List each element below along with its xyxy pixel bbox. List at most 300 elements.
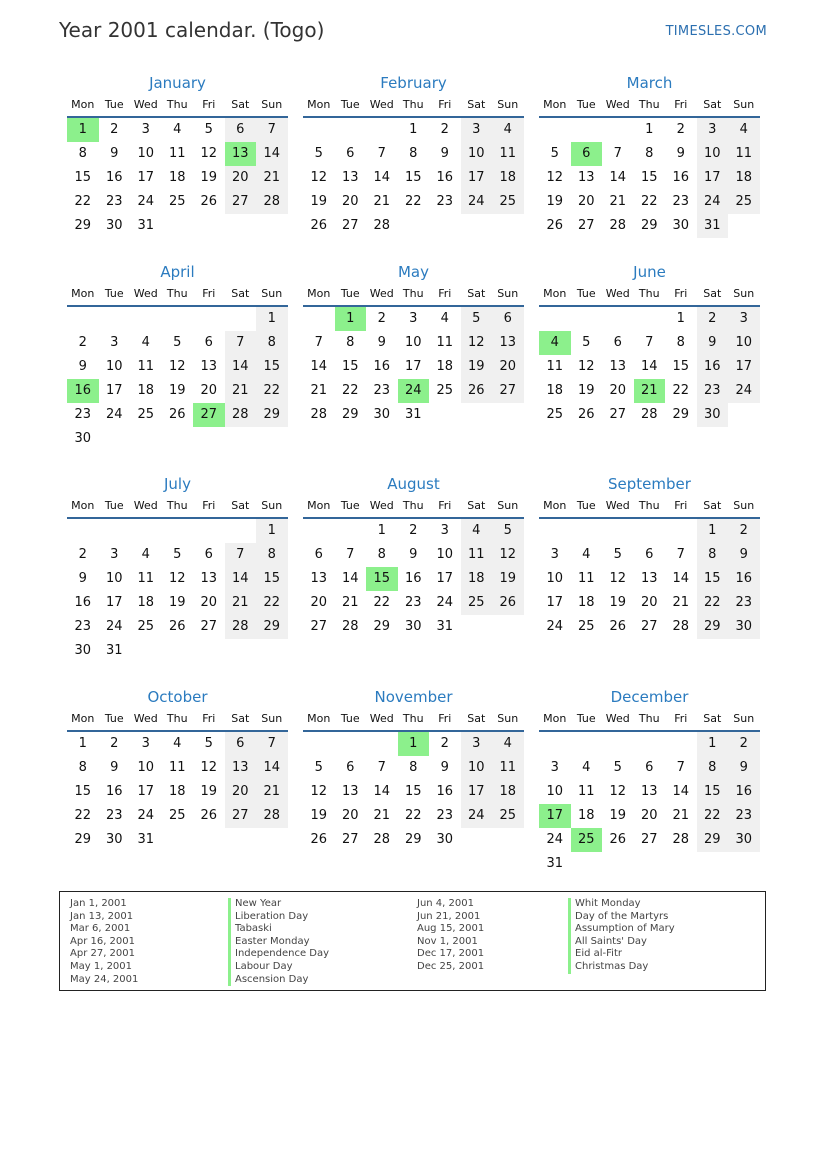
week-row (67, 355, 288, 379)
weekday-header (303, 283, 524, 307)
day-cell: 1 (256, 519, 288, 543)
legend-holiday-name: Tabaski (228, 923, 329, 936)
day-cell: 29 (341, 407, 359, 422)
weekday-label: Mon (543, 499, 567, 512)
day-cell: 17 (546, 595, 564, 610)
week-row (67, 331, 288, 355)
day-cell: 30 (697, 403, 729, 427)
day-cell: 23 (74, 619, 92, 634)
day-cell: 5 (613, 547, 622, 562)
day-cell: 29 (697, 828, 729, 852)
weekday-label: Tue (104, 98, 124, 111)
site-link[interactable]: TIMESLES.COM (665, 24, 767, 39)
day-cell: 3 (110, 335, 119, 350)
empty-cell (602, 732, 634, 756)
day-cell: 14 (672, 784, 690, 799)
empty-cell (193, 639, 225, 663)
day-cell: 9 (728, 543, 760, 567)
holiday-day-cell: 1 (335, 307, 367, 331)
day-cell: 26 (577, 407, 595, 422)
day-cell: 12 (168, 571, 186, 586)
day-cell: 7 (256, 118, 288, 142)
day-cell: 29 (74, 832, 92, 847)
empty-cell (728, 852, 760, 876)
week-row (67, 142, 288, 166)
day-cell: 23 (436, 808, 454, 823)
empty-cell (193, 427, 225, 451)
day-cell: 24 (436, 595, 454, 610)
week-row (67, 427, 288, 451)
day-cell: 14 (609, 170, 627, 185)
day-cell: 14 (225, 567, 257, 591)
month-september (539, 473, 760, 639)
day-cell: 9 (440, 146, 449, 161)
day-cell: 5 (613, 760, 622, 775)
weekday-label: Tue (340, 712, 360, 725)
weekday-label: Thu (166, 98, 188, 111)
day-cell: 14 (256, 142, 288, 166)
day-cell: 2 (728, 732, 760, 756)
day-cell: 8 (377, 547, 386, 562)
legend-holiday-name: New Year (228, 898, 329, 911)
day-cell: 18 (546, 383, 564, 398)
empty-cell (303, 307, 335, 331)
day-cell: 2 (440, 736, 449, 751)
weekday-label: Sun (497, 287, 519, 300)
empty-cell (193, 519, 225, 543)
holiday-day-cell: 6 (571, 142, 603, 166)
day-cell: 13 (200, 571, 218, 586)
week-row (539, 166, 760, 190)
day-cell: 11 (137, 359, 155, 374)
day-cell: 18 (461, 567, 493, 591)
legend-date: Jun 21, 2001 (417, 910, 481, 922)
day-cell: 9 (377, 335, 386, 350)
legend-holiday-name: Liberation Day (228, 911, 329, 924)
day-cell: 3 (461, 732, 493, 756)
day-cell: 20 (640, 808, 658, 823)
day-cell: 13 (640, 571, 658, 586)
empty-cell (539, 307, 571, 331)
day-cell: 13 (200, 359, 218, 374)
day-cell: 3 (550, 547, 559, 562)
empty-cell (492, 615, 524, 639)
day-cell: 19 (577, 383, 595, 398)
week-row (303, 543, 524, 567)
day-cell: 26 (546, 218, 564, 233)
week-row (303, 118, 524, 142)
week-row (303, 355, 524, 379)
day-cell: 11 (168, 146, 186, 161)
day-cell: 3 (440, 523, 449, 538)
weekday-label: Sun (497, 98, 519, 111)
day-cell: 3 (461, 118, 493, 142)
day-cell: 2 (697, 307, 729, 331)
week-row (303, 142, 524, 166)
day-cell: 16 (404, 571, 422, 586)
day-cell: 23 (404, 595, 422, 610)
day-cell: 19 (461, 355, 493, 379)
day-cell: 27 (577, 218, 595, 233)
day-cell: 16 (728, 780, 760, 804)
empty-cell (130, 639, 162, 663)
day-cell: 2 (440, 122, 449, 137)
day-cell: 4 (582, 760, 591, 775)
weekday-header (539, 495, 760, 519)
day-cell: 10 (546, 571, 564, 586)
day-cell: 2 (676, 122, 685, 137)
day-cell: 25 (436, 383, 454, 398)
day-cell: 4 (141, 335, 150, 350)
day-cell: 3 (409, 311, 418, 326)
day-cell: 18 (436, 359, 454, 374)
day-cell: 6 (645, 760, 654, 775)
day-cell: 8 (409, 760, 418, 775)
day-cell: 4 (173, 122, 182, 137)
weekday-label: Tue (340, 98, 360, 111)
empty-cell (398, 214, 430, 238)
empty-cell (303, 732, 335, 756)
month-name: June (633, 263, 666, 281)
day-cell: 27 (225, 804, 257, 828)
day-cell: 11 (577, 784, 595, 799)
day-cell: 17 (137, 170, 155, 185)
day-cell: 10 (105, 571, 123, 586)
day-cell: 10 (697, 142, 729, 166)
day-cell: 29 (672, 407, 690, 422)
day-cell: 31 (404, 407, 422, 422)
week-row (67, 214, 288, 238)
day-cell: 7 (676, 760, 685, 775)
day-cell: 15 (341, 359, 359, 374)
day-cell: 17 (436, 571, 454, 586)
weekday-label: Sat (467, 98, 486, 111)
day-cell: 13 (492, 331, 524, 355)
day-cell: 30 (74, 643, 92, 658)
weekday-label: Mon (307, 712, 331, 725)
day-cell: 2 (728, 519, 760, 543)
day-cell: 9 (440, 760, 449, 775)
holiday-day-cell: 1 (67, 118, 99, 142)
week-row (303, 828, 524, 852)
weekday-label: Fri (438, 98, 452, 111)
day-cell: 5 (492, 519, 524, 543)
weekday-label: Fri (438, 712, 452, 725)
empty-cell (256, 639, 288, 663)
empty-cell (335, 732, 367, 756)
day-cell: 27 (492, 379, 524, 403)
day-cell: 7 (676, 547, 685, 562)
empty-cell (335, 519, 367, 543)
empty-cell (193, 214, 225, 238)
weekday-label: Sat (703, 499, 722, 512)
day-cell: 28 (640, 407, 658, 422)
day-cell: 10 (461, 142, 493, 166)
day-cell: 8 (697, 543, 729, 567)
weekday-header (539, 283, 760, 307)
day-cell: 18 (577, 808, 595, 823)
weekday-label: Wed (133, 98, 158, 111)
empty-cell (461, 615, 493, 639)
day-cell: 2 (78, 547, 87, 562)
day-cell: 14 (341, 571, 359, 586)
day-cell: 10 (137, 760, 155, 775)
weekday-label: Mon (71, 98, 95, 111)
day-cell: 5 (204, 122, 213, 137)
holiday-day-cell: 4 (539, 331, 571, 355)
month-may (303, 261, 524, 427)
month-name: April (160, 263, 195, 281)
day-cell: 2 (110, 736, 119, 751)
day-cell: 14 (373, 170, 391, 185)
weekday-label: Wed (369, 499, 394, 512)
day-cell: 30 (728, 615, 760, 639)
day-cell: 12 (492, 543, 524, 567)
day-cell: 17 (697, 166, 729, 190)
day-cell: 27 (341, 832, 359, 847)
week-row (539, 331, 760, 355)
month-february (303, 72, 524, 238)
day-cell: 4 (492, 118, 524, 142)
day-cell: 26 (200, 808, 218, 823)
day-cell: 8 (346, 335, 355, 350)
day-cell: 10 (546, 784, 564, 799)
day-cell: 1 (377, 523, 386, 538)
month-name: March (626, 74, 673, 92)
day-cell: 1 (645, 122, 654, 137)
day-cell: 8 (697, 756, 729, 780)
day-cell: 3 (141, 736, 150, 751)
weekday-header (303, 495, 524, 519)
weekday-label: Sat (467, 499, 486, 512)
day-cell: 6 (346, 146, 355, 161)
day-cell: 16 (105, 170, 123, 185)
day-cell: 9 (676, 146, 685, 161)
day-cell: 16 (105, 784, 123, 799)
weekday-label: Fri (438, 287, 452, 300)
week-row (539, 615, 760, 639)
day-cell: 16 (436, 170, 454, 185)
legend-date: Mar 6, 2001 (70, 923, 131, 935)
weekday-label: Wed (369, 287, 394, 300)
day-cell: 26 (609, 832, 627, 847)
week-row (67, 166, 288, 190)
day-cell: 29 (404, 832, 422, 847)
day-cell: 25 (168, 194, 186, 209)
day-cell: 31 (436, 619, 454, 634)
legend-names-right (568, 898, 675, 974)
day-cell: 12 (310, 170, 328, 185)
empty-cell (67, 307, 99, 331)
day-cell: 13 (577, 170, 595, 185)
week-row (67, 118, 288, 142)
day-cell: 17 (728, 355, 760, 379)
day-cell: 14 (310, 359, 328, 374)
weekday-label: Sat (467, 712, 486, 725)
weekday-label: Thu (638, 98, 660, 111)
day-cell: 5 (173, 335, 182, 350)
day-cell: 28 (672, 832, 690, 847)
weekday-header (67, 495, 288, 519)
day-cell: 28 (225, 403, 257, 427)
legend-date: May 24, 2001 (70, 973, 139, 985)
day-cell: 19 (168, 383, 186, 398)
legend-dates-left (70, 898, 138, 986)
day-cell: 25 (577, 619, 595, 634)
day-cell: 23 (373, 383, 391, 398)
weekday-label: Sun (261, 287, 283, 300)
day-cell: 12 (609, 784, 627, 799)
month-august (303, 473, 524, 639)
weekday-label: Mon (307, 287, 331, 300)
day-cell: 28 (310, 407, 328, 422)
week-row (539, 190, 760, 214)
weekday-label: Tue (104, 712, 124, 725)
week-row (67, 543, 288, 567)
legend-date: Apr 27, 2001 (70, 948, 136, 960)
week-row (303, 166, 524, 190)
day-cell: 28 (373, 832, 391, 847)
empty-cell (366, 118, 398, 142)
legend-date: Nov 1, 2001 (417, 935, 478, 947)
day-cell: 12 (461, 331, 493, 355)
day-cell: 16 (697, 355, 729, 379)
day-cell: 26 (310, 832, 328, 847)
day-cell: 22 (672, 383, 690, 398)
empty-cell (130, 307, 162, 331)
empty-cell (634, 732, 666, 756)
day-cell: 29 (74, 218, 92, 233)
weekday-label: Sun (733, 712, 755, 725)
day-cell: 28 (672, 619, 690, 634)
day-cell: 27 (341, 218, 359, 233)
day-cell: 15 (672, 359, 690, 374)
day-cell: 1 (409, 122, 418, 137)
legend-date: Jan 13, 2001 (70, 910, 134, 922)
week-row (539, 543, 760, 567)
month-december (539, 686, 760, 876)
day-cell: 19 (200, 784, 218, 799)
day-cell: 5 (582, 335, 591, 350)
week-row (303, 331, 524, 355)
week-row (303, 567, 524, 591)
weekday-label: Wed (133, 712, 158, 725)
day-cell: 24 (728, 379, 760, 403)
weekday-label: Sat (703, 712, 722, 725)
day-cell: 10 (404, 335, 422, 350)
day-cell: 24 (546, 619, 564, 634)
day-cell: 12 (577, 359, 595, 374)
day-cell: 2 (409, 523, 418, 538)
week-row (67, 780, 288, 804)
day-cell: 24 (697, 190, 729, 214)
day-cell: 14 (256, 756, 288, 780)
day-cell: 13 (341, 170, 359, 185)
weekday-label: Thu (402, 712, 424, 725)
month-june (539, 261, 760, 427)
weekday-label: Thu (638, 712, 660, 725)
day-cell: 4 (440, 311, 449, 326)
weekday-label: Sat (231, 287, 250, 300)
week-row (539, 567, 760, 591)
week-row (303, 519, 524, 543)
day-cell: 9 (728, 756, 760, 780)
day-cell: 28 (609, 218, 627, 233)
empty-cell (225, 214, 257, 238)
weekday-label: Tue (340, 499, 360, 512)
day-cell: 22 (373, 595, 391, 610)
holiday-day-cell: 25 (571, 828, 603, 852)
day-cell: 24 (461, 190, 493, 214)
day-cell: 15 (404, 784, 422, 799)
weekday-label: Mon (71, 499, 95, 512)
day-cell: 18 (137, 595, 155, 610)
day-cell: 31 (105, 643, 123, 658)
day-cell: 6 (204, 547, 213, 562)
day-cell: 15 (640, 170, 658, 185)
empty-cell (602, 307, 634, 331)
day-cell: 26 (609, 619, 627, 634)
day-cell: 27 (225, 190, 257, 214)
day-cell: 22 (74, 194, 92, 209)
legend-date: Dec 17, 2001 (417, 948, 485, 960)
weekday-label: Wed (133, 499, 158, 512)
day-cell: 23 (697, 379, 729, 403)
empty-cell (162, 214, 194, 238)
empty-cell (225, 307, 257, 331)
day-cell: 1 (697, 732, 729, 756)
day-cell: 20 (492, 355, 524, 379)
month-name: October (147, 688, 208, 706)
empty-cell (429, 214, 461, 238)
legend-holiday-name: Ascension Day (228, 974, 329, 987)
day-cell: 24 (105, 619, 123, 634)
weekday-label: Sat (231, 712, 250, 725)
weekday-label: Mon (543, 712, 567, 725)
day-cell: 18 (728, 166, 760, 190)
day-cell: 22 (640, 194, 658, 209)
week-row (67, 519, 288, 543)
day-cell: 7 (645, 335, 654, 350)
day-cell: 22 (697, 591, 729, 615)
day-cell: 13 (609, 359, 627, 374)
empty-cell (225, 828, 257, 852)
day-cell: 3 (728, 307, 760, 331)
day-cell: 17 (461, 780, 493, 804)
day-cell: 22 (256, 379, 288, 403)
day-cell: 4 (141, 547, 150, 562)
weekday-label: Tue (104, 499, 124, 512)
day-cell: 20 (341, 808, 359, 823)
weekday-label: Sat (703, 98, 722, 111)
day-cell: 7 (225, 543, 257, 567)
weekday-label: Thu (166, 712, 188, 725)
day-cell: 18 (168, 784, 186, 799)
empty-cell (461, 214, 493, 238)
day-cell: 16 (672, 170, 690, 185)
legend-date: Aug 15, 2001 (417, 923, 485, 935)
day-cell: 22 (404, 808, 422, 823)
weekday-label: Fri (202, 98, 216, 111)
week-row (67, 732, 288, 756)
empty-cell (461, 828, 493, 852)
day-cell: 15 (256, 567, 288, 591)
holiday-day-cell: 16 (67, 379, 99, 403)
day-cell: 21 (672, 595, 690, 610)
weekday-label: Sat (231, 98, 250, 111)
day-cell: 25 (137, 619, 155, 634)
empty-cell (67, 519, 99, 543)
